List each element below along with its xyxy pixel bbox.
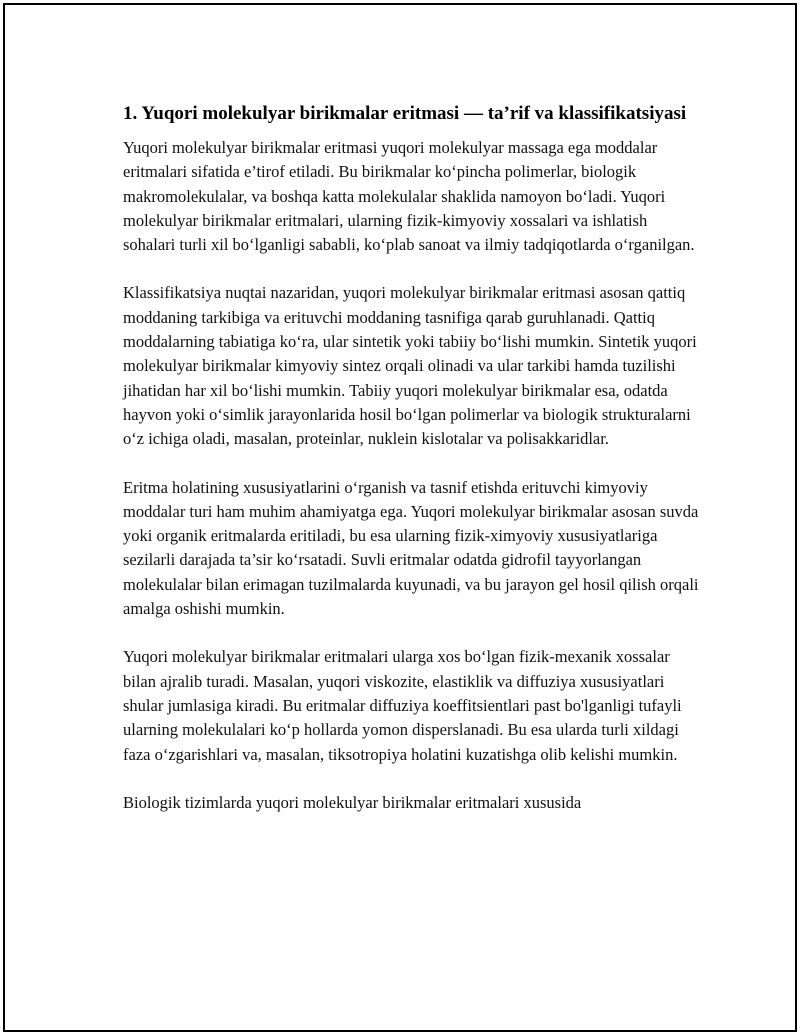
paragraph-definition: Yuqori molekulyar birikmalar eritmasi yuqori molekulyar massaga ega moddalar eritmalari sifatida e’tirof etiladi. Bu birikmalar ko‘pincha polimerlar, biologik makromolekulalar, va boshqa katta molekulalar shaklida namoyon bo‘ladi. Yuqori molekulyar birikmalar eritmalari, ularning fizik-kimyoviy xossalari va ishlatish sohalari turli xil bo‘lganligi sababli, ko‘plab sanoat va ilmiy tadqiqotlarda o‘rganilgan. [123,138,695,255]
page-frame [3,3,797,1032]
paragraph-biological-systems: Biologik tizimlarda yuqori molekulyar birikmalar eritmalari xususida [123,792,582,812]
paragraph-solvent-types: Eritma holatining xususiyatlarini o‘rganish va tasnif etishda erituvchi kimyoviy moddalar turi ham muhim ahamiyatga ega. Yuqori molekulyar birikmalar asosan suvda yoki organik eritmalarda eritiladi, bu esa ularning fizik-ximyoviy xususiyatlariga sezilarli darajada ta’sir ko‘rsatadi. Suvli eritmalar odatda gidrofil tayyorlangan molekulalar bilan erimagan tuzilmalarda kuyunadi, va bu jarayon gel hosil qilish orqali amalga oshishi mumkin. [123,477,699,619]
paragraph-classification: Klassifikatsiya nuqtai nazaridan, yuqori molekulyar birikmalar eritmasi asosan qattiq moddaning tarkibiga va erituvchi moddaning tasnifiga qarab guruhlanadi. Qattiq moddalarning tabiatiga ko‘ra, ular sintetik yoki tabiiy bo‘lishi mumkin. Sintetik yuqori molekulyar birikmalar kimyoviy sintez orqali olinadi va ular tarkibi hamda tuzilishi jihatidan har xil bo‘lishi mumkin. Tabiiy yuqori molekulyar birikmalar esa, odatda hayvon yoki o‘simlik jarayonlarida hosil bo‘lgan polimerlar va biologik strukturalarni o‘z ichiga oladi, masalan, proteinlar, nuklein kislotalar va polisakkaridlar. [123,283,697,449]
page-content [123,100,703,839]
paragraph-physical-properties: Yuqori molekulyar birikmalar eritmalari ularga xos bo‘lgan fizik-mexanik xossalar bilan ajralib turadi. Masalan, yuqori viskozite, elastiklik va diffuziya xususiyatlari shular jumlasiga kiradi. Bu eritmalar diffuziya koeffitsientlari past bo'lganligi tufayli ularning molekulalari ko‘p hollarda yomon disperslanadi. Bu esa ularda turli xildagi faza o‘zgarishlari va, masalan, tiksotropiya holatini kuzatishga olib kelishi mumkin. [123,647,682,764]
section-heading: 1. Yuqori molekulyar birikmalar eritmasi — ta’rif va klassifikatsiyasi [123,103,687,124]
